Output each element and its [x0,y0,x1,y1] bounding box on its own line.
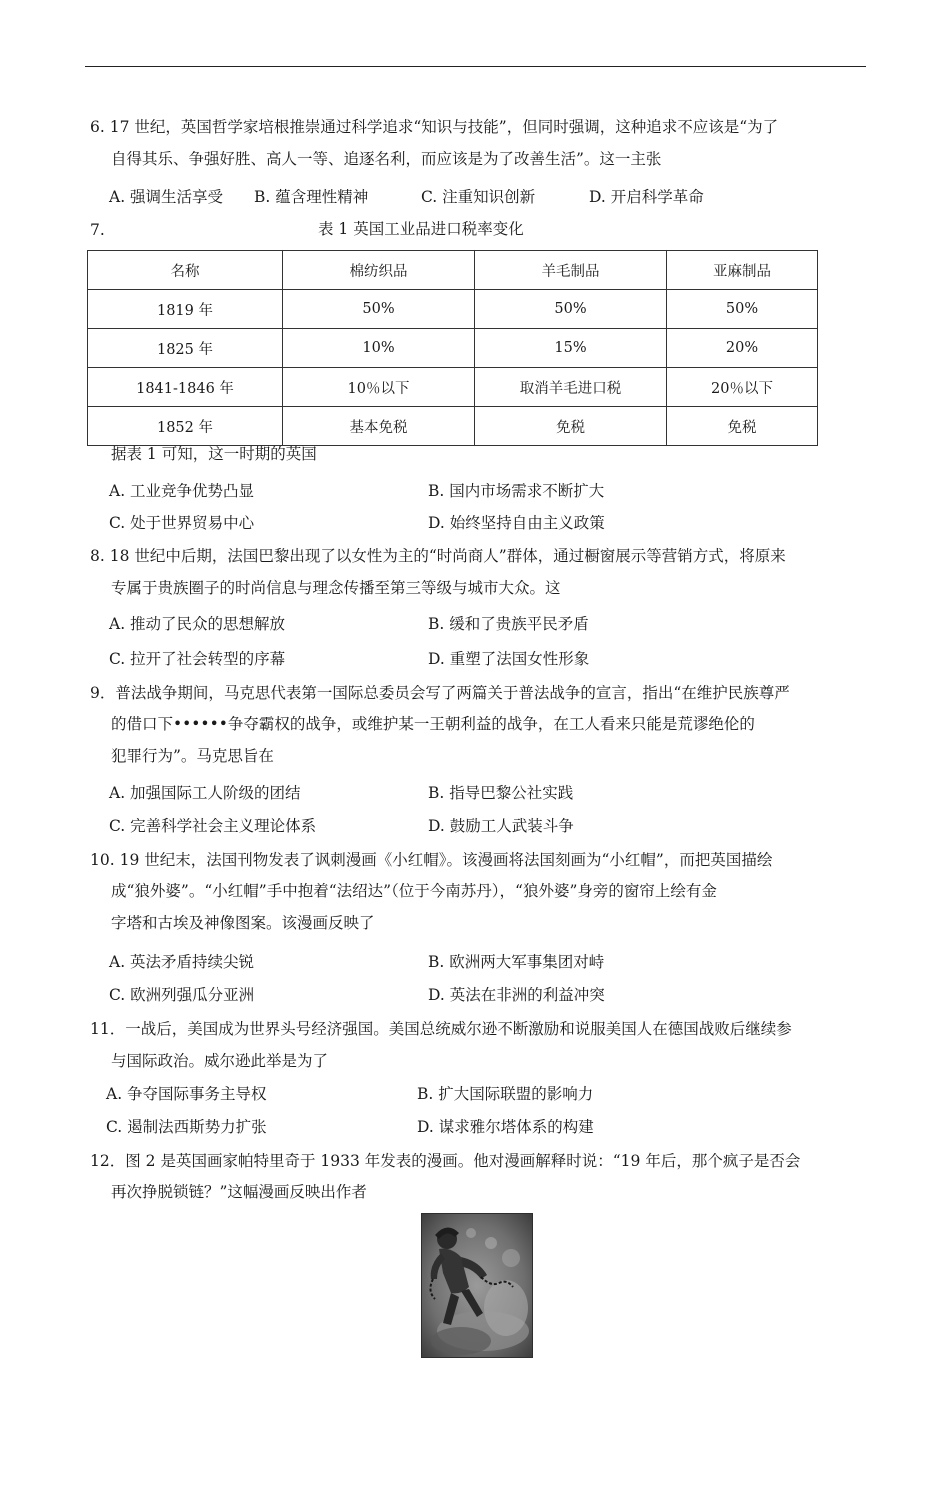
q6-option-c[interactable]: C. 注重知识创新 [421,188,536,206]
q9-stem-line2: 的借口下••••••争夺霸权的战争，或维护某一王朝利益的战争，在工人看来只能是荒谬绝伦的 [111,715,755,733]
table-cell: 免税 [475,407,667,446]
table-cell: 1819 年 [88,290,283,329]
table-header-cell: 名称 [88,251,283,290]
q7-option-d[interactable]: D. 始终坚持自由主义政策 [428,514,605,532]
q6-option-b[interactable]: B. 蕴含理性精神 [254,188,369,206]
q9-option-d[interactable]: D. 鼓励工人武装斗争 [428,817,574,835]
tariff-table [87,250,818,446]
q11-stem-line1: 11．一战后，美国成为世界头号经济强国。美国总统威尔逊不断激励和说服美国人在德国战败后继续参 [90,1020,792,1038]
header-rule [85,66,866,67]
q9-option-c[interactable]: C. 完善科学社会主义理论体系 [109,817,317,835]
q10-stem-line3: 字塔和古埃及神像图案。该漫画反映了 [111,914,375,932]
q6-option-a[interactable]: A. 强调生活享受 [109,188,224,206]
q7-number: 7. [90,221,105,239]
q9-stem-line1: 9．普法战争期间，马克思代表第一国际总委员会写了两篇关于普法战争的宣言，指出“在维护民族尊严 [90,684,790,702]
q12-stem-line2: 再次挣脱锁链？”这幅漫画反映出作者 [111,1183,367,1201]
table-cell: 20% [667,329,818,368]
table-cell: 1852 年 [88,407,283,446]
q6-stem-line2: 自得其乐、争强好胜、高人一等、追逐名利，而应该是为了改善生活”。这一主张 [111,150,662,168]
q7-stem: 据表 1 可知，这一时期的英国 [111,445,317,463]
q11-option-b[interactable]: B. 扩大国际联盟的影响力 [417,1085,594,1103]
q11-option-a[interactable]: A. 争夺国际事务主导权 [106,1085,267,1103]
q10-option-d[interactable]: D. 英法在非洲的利益冲突 [428,986,605,1004]
table-cell: 50% [667,290,818,329]
table-cell: 免税 [667,407,818,446]
q10-stem-line2: 成“狼外婆”。“小红帽”手中抱着“法绍达”（位于今南苏丹），“狼外婆”身旁的窗帘上绘有金 [111,882,717,900]
table-row [88,329,818,368]
q10-option-b[interactable]: B. 欧洲两大军事集团对峙 [428,953,605,971]
q11-option-c[interactable]: C. 遏制法西斯势力扩张 [106,1118,267,1136]
q8-stem-line1: 8. 18 世纪中后期，法国巴黎出现了以女性为主的“时尚商人”群体，通过橱窗展示等营销方式，将原来 [90,547,786,565]
q8-stem-line2: 专属于贵族圈子的时尚信息与理念传播至第三等级与城市大众。这 [111,579,561,597]
q9-stem-line3: 犯罪行为”。马克思旨在 [111,747,274,765]
table-cell: 15% [475,329,667,368]
q6-stem-line1: 6. 17 世纪，英国哲学家培根推崇通过科学追求“知识与技能”，但同时强调，这种追求不应该是“为了 [90,118,779,136]
q11-option-d[interactable]: D. 谋求雅尔塔体系的构建 [417,1118,594,1136]
q8-option-d[interactable]: D. 重塑了法国女性形象 [428,650,590,668]
table-header-row [88,251,818,290]
table-cell: 1841-1846 年 [88,368,283,407]
q9-option-a[interactable]: A. 加强国际工人阶级的团结 [109,784,301,802]
q11-stem-line2: 与国际政治。威尔逊此举是为了 [111,1052,329,1070]
table-cell: 10% [283,329,475,368]
q10-option-c[interactable]: C. 欧洲列强瓜分亚洲 [109,986,255,1004]
q7-option-a[interactable]: A. 工业竞争优势凸显 [109,482,255,500]
table-cell: 1825 年 [88,329,283,368]
q7-option-b[interactable]: B. 国内市场需求不断扩大 [428,482,605,500]
table-cell: 10％以下 [283,368,475,407]
cartoon-figure-2 [421,1213,533,1358]
table-header-cell: 亚麻制品 [667,251,818,290]
table-cell: 取消羊毛进口税 [475,368,667,407]
table-row [88,368,818,407]
q9-option-b[interactable]: B. 指导巴黎公社实践 [428,784,574,802]
q12-stem-line1: 12．图 2 是英国画家帕特里奇于 1933 年发表的漫画。他对漫画解释时说：“19 年后，那个疯子是否会 [90,1152,801,1170]
q6-option-d[interactable]: D. 开启科学革命 [589,188,704,206]
q8-option-a[interactable]: A. 推动了民众的思想解放 [109,615,286,633]
table-cell: 50% [475,290,667,329]
q7-table-caption: 表 1 英国工业品进口税率变化 [318,220,524,238]
table-header-cell: 羊毛制品 [475,251,667,290]
table-cell: 基本免税 [283,407,475,446]
q8-option-c[interactable]: C. 拉开了社会转型的序幕 [109,650,286,668]
q7-option-c[interactable]: C. 处于世界贸易中心 [109,514,255,532]
table-header-cell: 棉纺织品 [283,251,475,290]
table-row [88,290,818,329]
table-row [88,407,818,446]
q8-option-b[interactable]: B. 缓和了贵族平民矛盾 [428,615,589,633]
table-cell: 20％以下 [667,368,818,407]
table-cell: 50% [283,290,475,329]
q10-stem-line1: 10. 19 世纪末，法国刊物发表了讽刺漫画《小红帽》。该漫画将法国刻画为“小红帽”，而把英国描绘 [90,851,773,869]
q10-option-a[interactable]: A. 英法矛盾持续尖锐 [109,953,255,971]
